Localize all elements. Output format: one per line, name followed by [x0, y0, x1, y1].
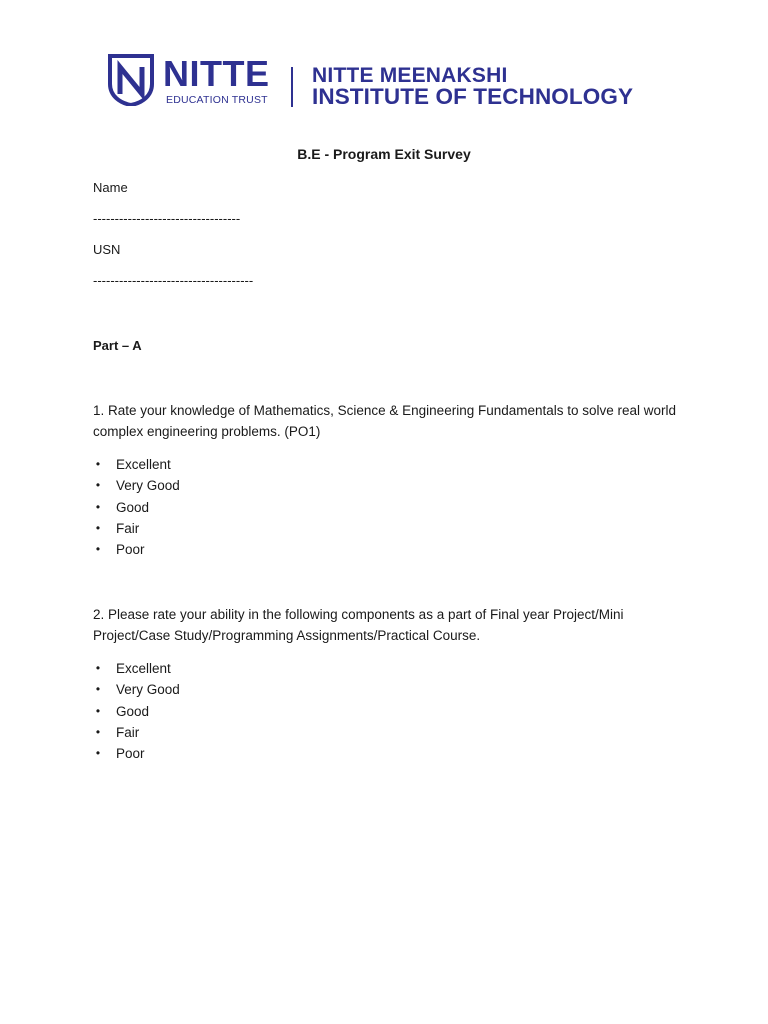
- bullet-icon: •: [95, 661, 101, 675]
- brand-name: NITTE: [163, 53, 270, 94]
- option-label: Fair: [116, 520, 140, 536]
- option-label: Very Good: [116, 682, 180, 698]
- option-label: Poor: [116, 746, 145, 762]
- bullet-icon: •: [95, 724, 101, 739]
- option-label: Good: [116, 499, 150, 515]
- usn-blank-line: -------------------------------------: [93, 273, 254, 288]
- part-heading: Part – A: [93, 338, 142, 353]
- name-blank-line: ----------------------------------: [93, 211, 241, 226]
- institute-name-line1: NITTE MEENAKSHI: [312, 64, 508, 87]
- bullet-icon: •: [95, 703, 101, 718]
- option-label: Excellent: [116, 661, 171, 676]
- bullet-icon: •: [95, 682, 101, 697]
- option-label: Very Good: [116, 478, 180, 494]
- brand-subtitle: EDUCATION TRUST: [166, 94, 268, 106]
- bullet-icon: •: [95, 746, 101, 761]
- question-1: 1. Rate your knowledge of Mathematics, Science & Engineering Fundamentals to solve real world complex engineering problems. (PO1): [93, 403, 677, 439]
- option-label: Fair: [116, 724, 140, 740]
- name-label: Name: [93, 180, 128, 195]
- bullet-icon: •: [95, 478, 101, 493]
- bullet-icon: •: [95, 520, 101, 535]
- letterhead: [107, 52, 677, 110]
- bullet-icon: •: [95, 542, 101, 557]
- bullet-icon: •: [95, 457, 101, 471]
- document-title: B.E - Program Exit Survey: [297, 146, 471, 162]
- usn-label: USN: [93, 242, 121, 257]
- option-label: Excellent: [116, 457, 171, 472]
- header-divider: [291, 67, 293, 107]
- nitte-shield-logo-icon: [107, 54, 155, 106]
- option-label: Good: [116, 703, 150, 719]
- bullet-icon: •: [95, 499, 101, 514]
- option-label: Poor: [116, 542, 145, 558]
- question-2: 2. Please rate your ability in the following components as a part of Final year Project/Mini Project/Case Study/Programming Assignments/Practical Course.: [93, 607, 624, 643]
- institute-name-line2: INSTITUTE OF TECHNOLOGY: [312, 84, 634, 109]
